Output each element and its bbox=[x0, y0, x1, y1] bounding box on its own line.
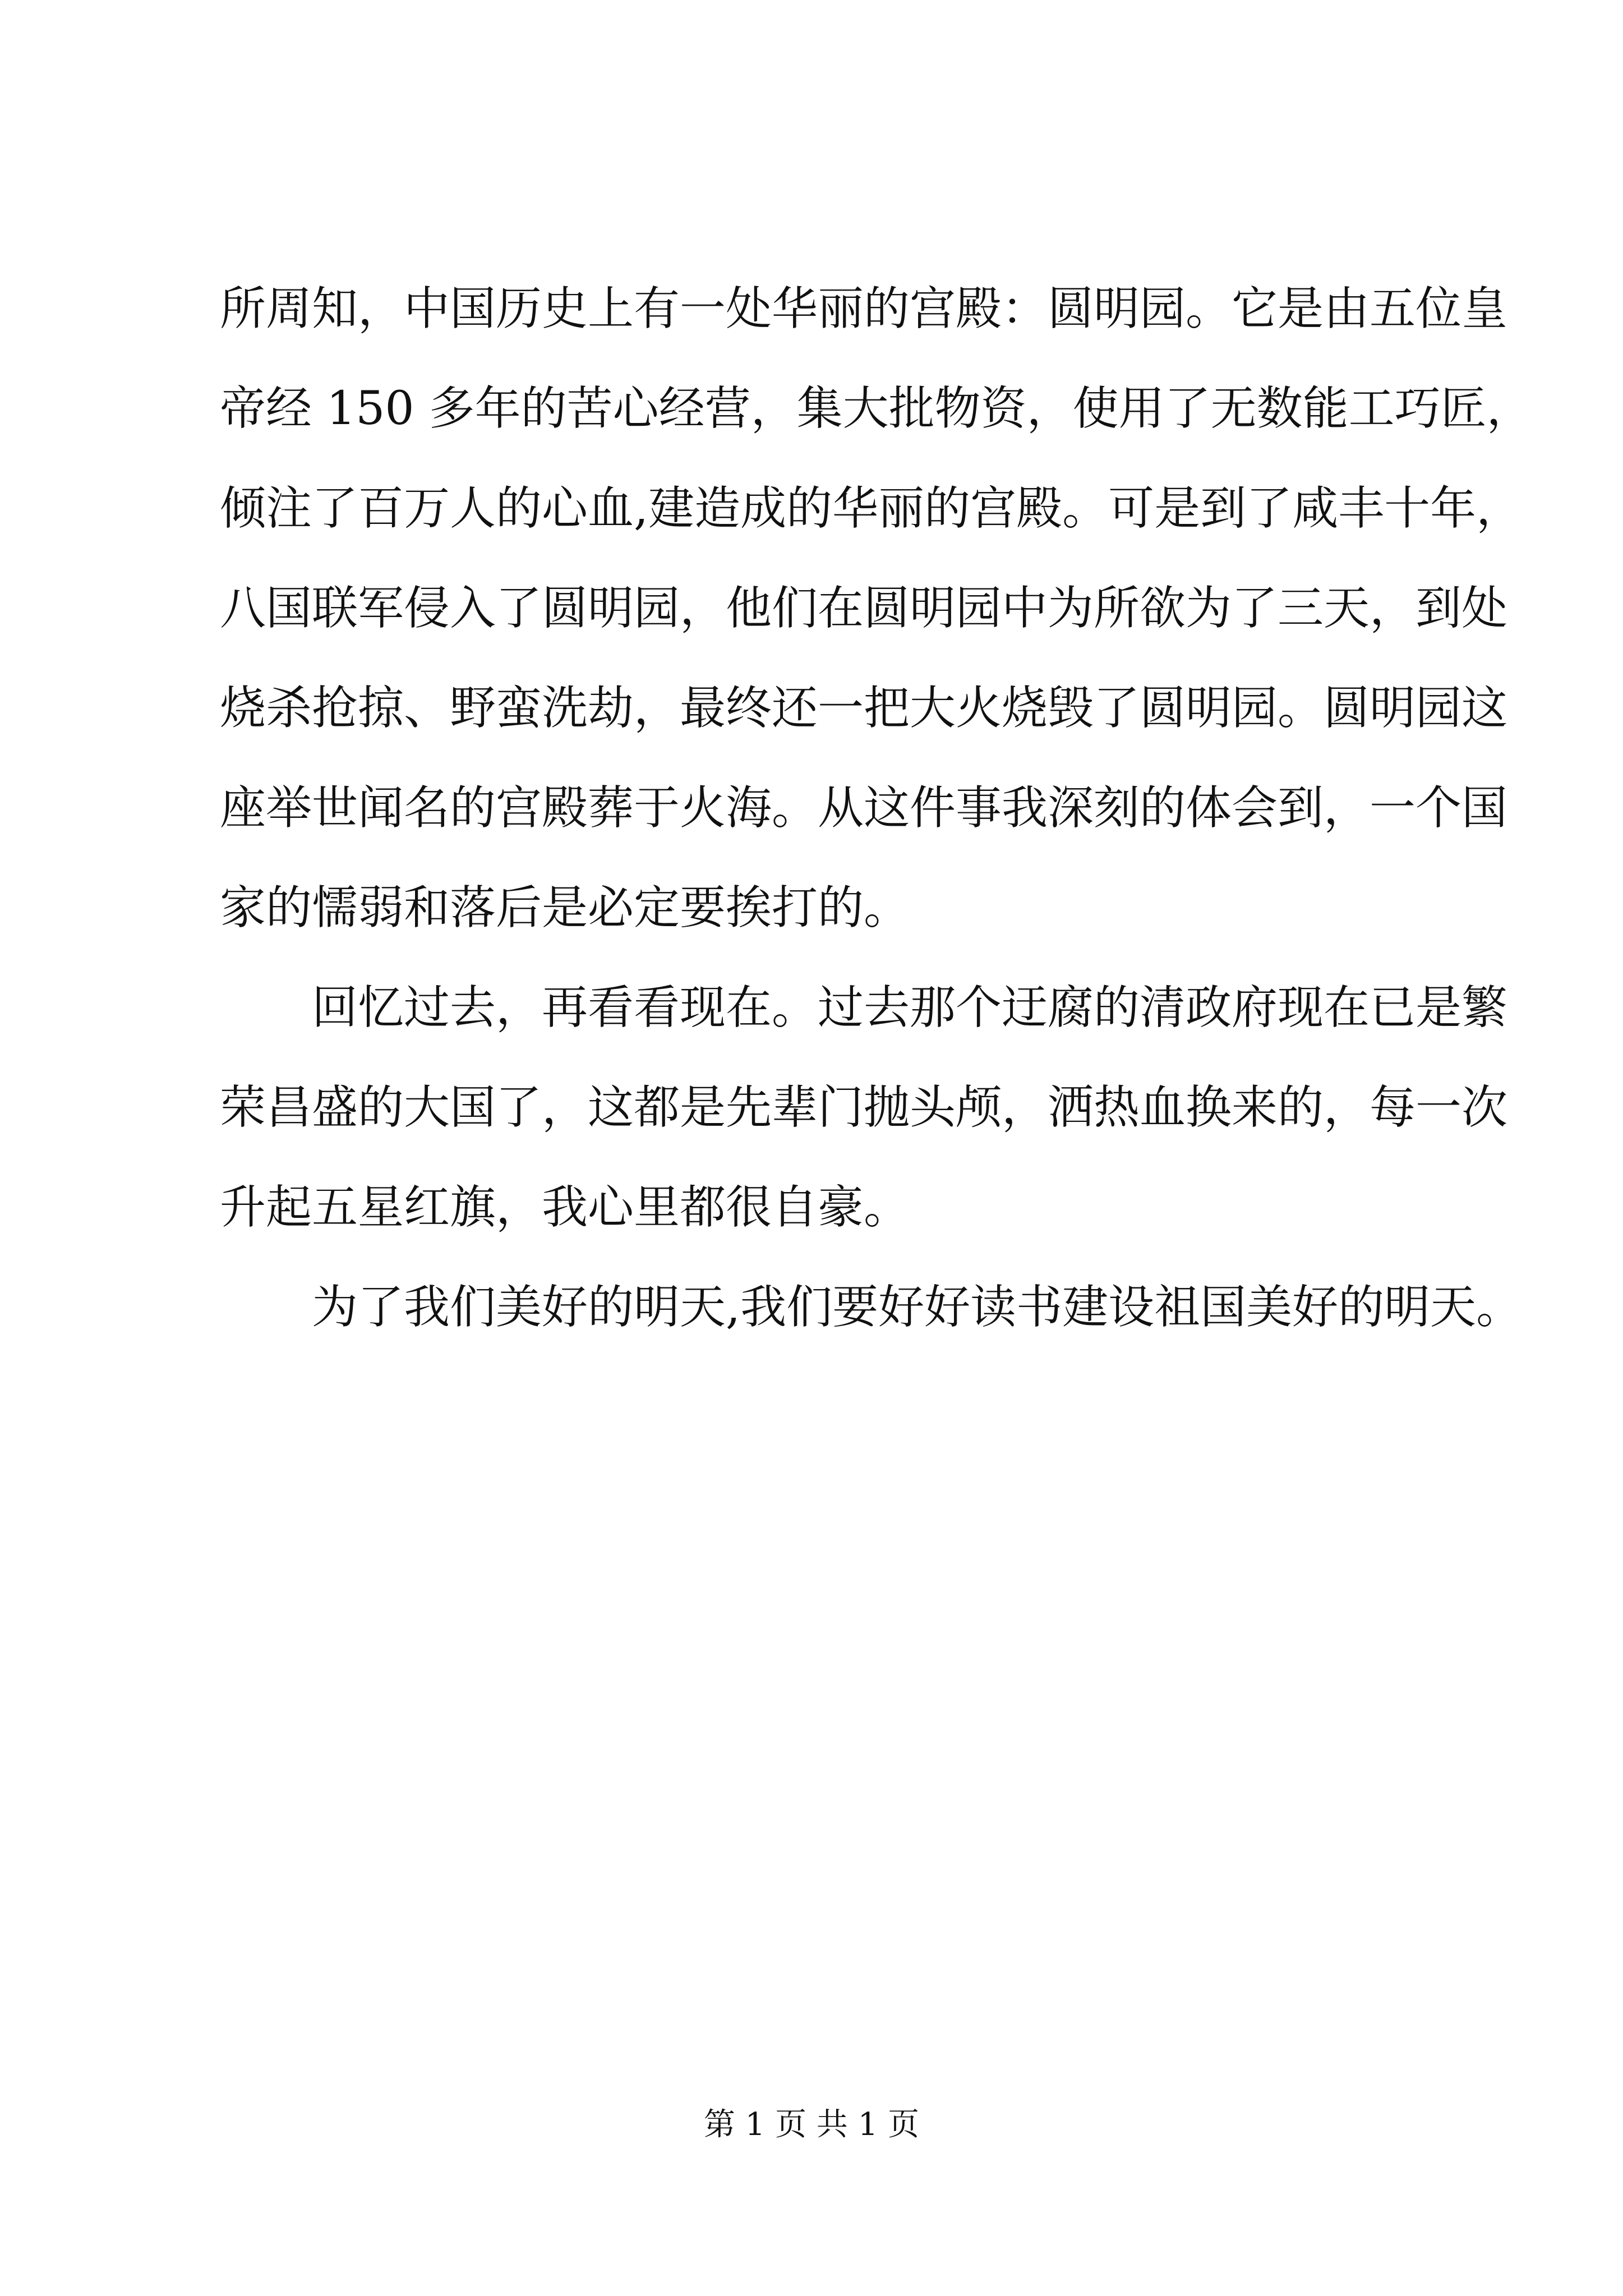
text-line-7: 家的懦弱和落后是必定要挨打的。 bbox=[220, 881, 910, 935]
text-line-11: 为了我们美好的明天,我们要好好读书建设祖国美好的明天。 bbox=[312, 1281, 1523, 1334]
text-line-2: 帝经 150 多年的苦心经营，集大批物资，使用了无数能工巧匠， bbox=[220, 382, 1533, 435]
page-number-footer: 第 1 页 共 1 页 bbox=[703, 2106, 920, 2143]
text-line-5: 烧杀抢掠、野蛮洗劫，最终还一把大火烧毁了圆明园。圆明园这 bbox=[220, 682, 1508, 735]
text-line-4: 八国联军侵入了圆明园，他们在圆明园中为所欲为了三天，到处 bbox=[220, 582, 1508, 635]
text-line-9: 荣昌盛的大国了，这都是先辈门抛头颅，洒热血换来的，每一次 bbox=[220, 1081, 1508, 1134]
text-line-8: 回忆过去，再看看现在。过去那个迂腐的清政府现在已是繁 bbox=[312, 981, 1508, 1034]
text-line-6: 座举世闻名的宫殿葬于火海。从这件事我深刻的体会到，一个国 bbox=[220, 781, 1508, 835]
text-line-3: 倾注了百万人的心血,建造成的华丽的宫殿。可是到了咸丰十年， bbox=[220, 482, 1523, 535]
text-line-10: 升起五星红旗，我心里都很自豪。 bbox=[220, 1181, 910, 1234]
text-line-1: 所周知，中国历史上有一处华丽的宫殿：圆明园。它是由五位皇 bbox=[220, 282, 1508, 335]
document-body bbox=[220, 259, 1533, 1358]
